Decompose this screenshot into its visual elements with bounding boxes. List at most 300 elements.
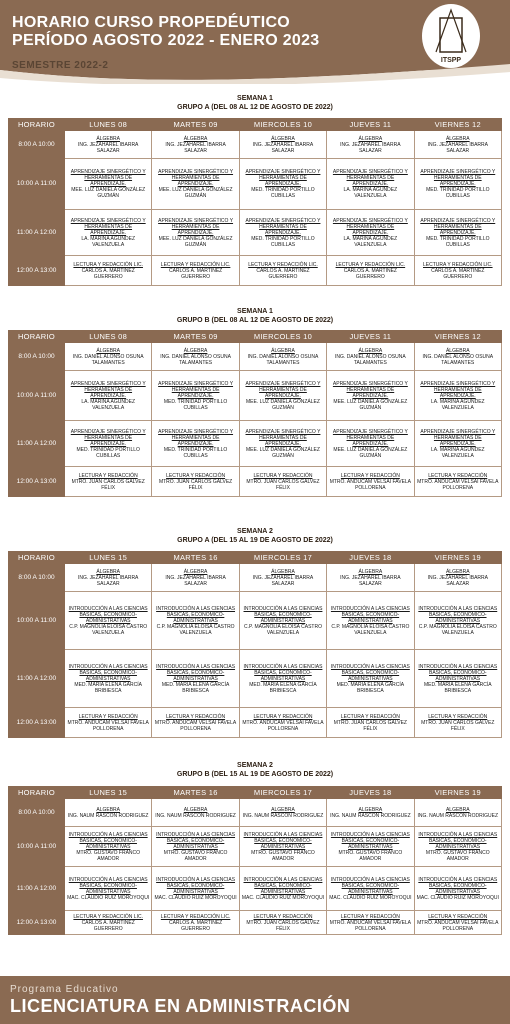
teacher-name: MTRO. JUAN CARLOS GÁLVEZ FÉLIX bbox=[421, 719, 495, 732]
teacher-name: LA. MARINA AGÚNDEZ VALENZUELA bbox=[430, 446, 485, 459]
column-header-day: LUNES 15 bbox=[65, 787, 152, 799]
teacher-name: MEE. LUZ DANIELA GONZÁLEZ GUZMÁN bbox=[158, 187, 233, 199]
subject-name: APRENDIZAJE SINERGÉTICO Y HERRAMIENTAS DE APRENDIZAJE. bbox=[332, 380, 408, 399]
teacher-name: MTRO. JUAN CARLOS GÁLVEZ FÉLIX bbox=[71, 478, 145, 491]
subject-name: LECTURA Y REDACCIÓN bbox=[166, 472, 226, 479]
teacher-name: LA. MARINA AGÚNDEZ VALENZUELA bbox=[81, 398, 135, 411]
column-header-day: JUEVES 18 bbox=[327, 552, 414, 564]
teacher-name: ING. JEZAHAREL IBARRA SALAZAR bbox=[340, 574, 401, 587]
class-cell bbox=[152, 256, 239, 286]
teacher-name: C.P. MAGNOLIA ELOISA CASTRO VALENZUELA bbox=[69, 623, 148, 636]
column-header-day: MARTES 16 bbox=[152, 787, 239, 799]
subject-name: LECTURA Y REDACCIÓN LIC. bbox=[73, 261, 143, 268]
footer-banner bbox=[0, 976, 510, 1024]
time-slot: 8:00 A 10:00 bbox=[9, 564, 65, 592]
teacher-name: ING. JEZAHAREL IBARRA SALAZAR bbox=[340, 141, 401, 154]
table-row bbox=[9, 911, 502, 935]
class-cell bbox=[239, 343, 326, 371]
class-cell bbox=[414, 564, 501, 592]
time-slot: 11:00 A 12:00 bbox=[9, 210, 65, 256]
class-cell bbox=[65, 159, 152, 210]
subject-name: LECTURA Y REDACCIÓN bbox=[78, 472, 138, 479]
teacher-name: ING. JEZAHAREL IBARRA SALAZAR bbox=[78, 574, 139, 587]
teacher-name: ING. JEZAHAREL IBARRA SALAZAR bbox=[252, 141, 314, 154]
class-cell bbox=[327, 592, 414, 650]
column-header-day: MARTES 16 bbox=[152, 552, 239, 564]
teacher-name: LA. MARINA AGÚNDEZ VALENZUELA bbox=[430, 398, 485, 411]
subject-name: APRENDIZAJE SINERGÉTICO Y HERRAMIENTAS DE APRENDIZAJE. bbox=[420, 380, 496, 399]
subject-name: APRENDIZAJE SINERGÉTICO Y HERRAMIENTAS DE APRENDIZAJE. bbox=[158, 428, 234, 447]
time-slot: 12:00 A 13:00 bbox=[9, 708, 65, 738]
subject-name: LECTURA Y REDACCIÓN bbox=[340, 713, 400, 720]
time-slot: 8:00 A 10:00 bbox=[9, 799, 65, 827]
class-cell bbox=[239, 592, 326, 650]
class-cell bbox=[152, 131, 239, 159]
class-cell bbox=[239, 911, 326, 935]
table-row bbox=[9, 564, 502, 592]
class-cell bbox=[65, 371, 152, 421]
teacher-name: C.P. MAGNOLIA ELOISA CASTRO VALENZUELA bbox=[418, 623, 497, 636]
teacher-name: MTRO. JUAN CARLOS GÁLVEZ FÉLIX bbox=[333, 719, 407, 732]
teacher-name: LA. MARINA AGÚNDEZ VALENZUELA bbox=[343, 187, 398, 199]
teacher-name: CARLOS A. MARTÍNEZ GUERRERO bbox=[168, 267, 223, 280]
class-cell bbox=[152, 911, 239, 935]
class-cell bbox=[327, 159, 414, 210]
time-slot: 12:00 A 13:00 bbox=[9, 911, 65, 935]
subject-name: APRENDIZAJE SINERGÉTICO Y HERRAMIENTAS DE APRENDIZAJE. bbox=[245, 217, 321, 236]
subject-name: INTRODUCCIÓN A LAS CIENCIAS BÁSICAS, ECONOMICO-ADMINISTRATIVAS bbox=[68, 831, 148, 850]
subject-name: LECTURA Y REDACCIÓN LIC. bbox=[335, 261, 406, 268]
class-cell bbox=[414, 911, 501, 935]
class-cell bbox=[239, 256, 326, 286]
class-cell bbox=[239, 650, 326, 708]
teacher-name: LA. MARINA AGÚNDEZ VALENZUELA bbox=[81, 235, 135, 248]
class-cell bbox=[65, 467, 152, 497]
column-header-horario: HORARIO bbox=[9, 119, 65, 131]
subject-name: ALGEBRA bbox=[271, 806, 295, 813]
table-row bbox=[9, 592, 502, 650]
subject-name: APRENDIZAJE SINERGÉTICO Y HERRAMIENTAS DE APRENDIZAJE. bbox=[420, 217, 496, 236]
page-title: HORARIO CURSO PROPEDÉUTICO bbox=[12, 14, 291, 31]
column-header-day: MARTES 09 bbox=[152, 119, 239, 131]
section-title bbox=[0, 527, 510, 545]
teacher-name: MTRO. ANDUCAM VELSAI FAVELA POLLORENA bbox=[67, 719, 149, 732]
teacher-name: ING. JEZAHAREL IBARRA SALAZAR bbox=[165, 141, 226, 154]
class-cell bbox=[152, 343, 239, 371]
class-cell bbox=[239, 210, 326, 256]
class-cell bbox=[65, 592, 152, 650]
teacher-name: MED. MARÍA ELENA GARCÍA BRIBIESCA bbox=[161, 681, 230, 694]
teacher-name: MTRO. ANDUCAM VELSAI FAVELA POLLORENA bbox=[154, 719, 237, 732]
subject-name: LECTURA Y REDACCIÓN LIC. bbox=[248, 261, 318, 268]
teacher-name: CARLOS A. MARTÍNEZ GUERRERO bbox=[81, 919, 135, 932]
subject-name: INTRODUCCIÓN A LAS CIENCIAS BÁSICAS, ECONOMICO-ADMINISTRATIVAS bbox=[156, 605, 236, 624]
teacher-name: MED. TRINIDAD PORTILLO CUBILLAS bbox=[163, 446, 228, 459]
subject-name: LECTURA Y REDACCIÓN bbox=[428, 713, 488, 720]
class-cell bbox=[152, 467, 239, 497]
class-cell bbox=[414, 650, 501, 708]
class-cell bbox=[152, 799, 239, 827]
table-row bbox=[9, 256, 502, 286]
subject-name: INTRODUCCIÓN A LAS CIENCIAS BÁSICAS, ECONOMICO-ADMINISTRATIVAS bbox=[243, 831, 323, 850]
subject-name: APRENDIZAJE SINERGÉTICO Y HERRAMIENTAS DE APRENDIZAJE. bbox=[332, 428, 408, 447]
class-cell bbox=[327, 371, 414, 421]
subject-name: ÁLGEBRA bbox=[271, 347, 295, 354]
page-subtitle: PERÍODO AGOSTO 2022 - ENERO 2023 bbox=[12, 32, 320, 49]
teacher-name: MTRO. JUAN CARLOS GÁLVEZ FÉLIX bbox=[246, 478, 320, 491]
class-cell bbox=[327, 911, 414, 935]
table-header-row bbox=[9, 119, 502, 131]
teacher-name: MTRO. ANDUCAM VELSAI FAVELA POLLORENA bbox=[417, 478, 499, 491]
class-cell bbox=[239, 371, 326, 421]
subject-name: ALGEBRA bbox=[358, 806, 383, 813]
time-slot: 12:00 A 13:00 bbox=[9, 256, 65, 286]
teacher-name: MEE. LUZ DANIELA GONZÁLEZ GUZMÁN bbox=[158, 235, 233, 248]
subject-name: LECTURA Y REDACCIÓN bbox=[253, 472, 313, 479]
teacher-name: CARLOS A. MARTÍNEZ GUERRERO bbox=[168, 919, 223, 932]
class-cell bbox=[152, 371, 239, 421]
subject-name: ÁLGEBRA bbox=[445, 347, 470, 354]
class-cell bbox=[239, 159, 326, 210]
subject-name: APRENDIZAJE SINERGÉTICO Y HERRAMIENTAS DE APRENDIZAJE. bbox=[158, 380, 234, 399]
class-cell bbox=[414, 371, 501, 421]
class-cell bbox=[414, 131, 501, 159]
subject-name: ÁLGEBRA bbox=[358, 347, 383, 354]
teacher-name: MED. MARÍA ELENA GARCÍA BRIBIESCA bbox=[424, 681, 492, 694]
subject-name: LECTURA Y REDACCIÓN bbox=[340, 913, 400, 920]
subject-name: APRENDIZAJE SINERGÉTICO Y HERRAMIENTAS DE APRENDIZAJE. bbox=[420, 428, 496, 447]
subject-name: LECTURA Y REDACCIÓN LIC. bbox=[73, 913, 143, 920]
subject-name: INTRODUCCIÓN A LAS CIENCIAS BÁSICAS, ECONOMICO-ADMINISTRATIVAS bbox=[418, 605, 498, 624]
class-cell bbox=[152, 827, 239, 867]
subject-name: INTRODUCCIÓN A LAS CIENCIAS BÁSICAS, ECONOMICO-ADMINISTRATIVAS bbox=[243, 663, 323, 682]
class-cell bbox=[65, 131, 152, 159]
group-label: GRUPO B (DEL 08 AL 12 DE AGOSTO DE 2022) bbox=[176, 317, 334, 324]
class-cell bbox=[65, 564, 152, 592]
subject-name: APRENDIZAJE SINERGÉTICO Y HERRAMIENTAS DE APRENDIZAJE. bbox=[332, 217, 408, 236]
class-cell bbox=[65, 708, 152, 738]
schedule-table bbox=[8, 786, 502, 935]
teacher-name: MED. MARÍA ELENA GARCÍA BRIBIESCA bbox=[249, 681, 317, 694]
subject-name: INTRODUCCIÓN A LAS CIENCIAS BÁSICAS, ECONOMICO-ADMINISTRATIVAS bbox=[418, 876, 498, 895]
section-title bbox=[0, 307, 510, 325]
subject-name: INTRODUCCIÓN A LAS CIENCIAS BÁSICAS, ECONOMICO-ADMINISTRATIVAS bbox=[156, 663, 236, 682]
class-cell bbox=[65, 343, 152, 371]
subject-name: INTRODUCCIÓN A LAS CIENCIAS BÁSICAS, ECONOMICO-ADMINISTRATIVAS bbox=[330, 605, 410, 624]
table-row bbox=[9, 131, 502, 159]
class-cell bbox=[414, 467, 501, 497]
subject-name: ÁLGEBRA bbox=[183, 347, 208, 354]
time-slot: 12:00 A 13:00 bbox=[9, 467, 65, 497]
section-title bbox=[0, 761, 510, 779]
teacher-name: MTRO. GUSTAVO FRANCO AMADOR bbox=[425, 849, 490, 862]
subject-name: INTRODUCCIÓN A LAS CIENCIAS BÁSICAS, ECONOMICO-ADMINISTRATIVAS bbox=[68, 663, 148, 682]
teacher-name: CARLOS A. MARTÍNEZ GUERRERO bbox=[431, 267, 485, 280]
schedule-table bbox=[8, 330, 502, 497]
class-cell bbox=[152, 708, 239, 738]
subject-name: APRENDIZAJE SINERGÉTICO Y HERRAMIENTAS DE APRENDIZAJE. bbox=[420, 169, 496, 187]
subject-name: APRENDIZAJE SINERGÉTICO Y HERRAMIENTAS DE APRENDIZAJE. bbox=[70, 169, 146, 187]
time-slot: 8:00 A 10:00 bbox=[9, 131, 65, 159]
class-cell bbox=[414, 343, 501, 371]
program-name: LICENCIATURA EN ADMINISTRACIÓN bbox=[10, 996, 351, 1016]
column-header-day: MIERCOLES 10 bbox=[239, 119, 326, 131]
class-cell bbox=[239, 799, 326, 827]
class-cell bbox=[414, 827, 501, 867]
teacher-name: MTRO. GUSTAVO FRANCO AMADOR bbox=[338, 849, 403, 862]
class-cell bbox=[414, 210, 501, 256]
subject-name: ÁLGEBRA bbox=[271, 135, 295, 142]
teacher-name: CARLOS A. MARTÍNEZ GUERRERO bbox=[256, 267, 310, 280]
subject-name: INTRODUCCIÓN A LAS CIENCIAS BÁSICAS, ECONOMICO-ADMINISTRATIVAS bbox=[330, 876, 410, 895]
class-cell bbox=[65, 210, 152, 256]
subject-name: INTRODUCCIÓN A LAS CIENCIAS BÁSICAS, ECONOMICO-ADMINISTRATIVAS bbox=[68, 876, 148, 895]
teacher-name: MED. TRINIDAD PORTILLO CUBILLAS bbox=[426, 235, 490, 248]
class-cell bbox=[414, 799, 501, 827]
week-label: SEMANA 1 bbox=[237, 95, 273, 102]
class-cell bbox=[65, 827, 152, 867]
time-slot: 10:00 A 11:00 bbox=[9, 592, 65, 650]
subject-name: LECTURA Y REDACCIÓN bbox=[428, 913, 488, 920]
class-cell bbox=[239, 564, 326, 592]
teacher-name: C.P. MAGNOLIA ELOISA CASTRO VALENZUELA bbox=[156, 623, 235, 636]
column-header-horario: HORARIO bbox=[9, 331, 65, 343]
subject-name: INTRODUCCIÓN A LAS CIENCIAS BÁSICAS, ECONOMICO-ADMINISTRATIVAS bbox=[156, 831, 236, 850]
column-header-day: LUNES 15 bbox=[65, 552, 152, 564]
teacher-name: CARLOS A. MARTÍNEZ GUERRERO bbox=[81, 267, 135, 280]
teacher-name: ING. JEZAHAREL IBARRA SALAZAR bbox=[427, 141, 488, 154]
column-header-day: MIERCOLES 17 bbox=[239, 787, 326, 799]
teacher-name: MED. TRINIDAD PORTILLO CUBILLAS bbox=[251, 187, 315, 199]
class-cell bbox=[414, 256, 501, 286]
subject-name: INTRODUCCIÓN A LAS CIENCIAS BÁSICAS, ECONOMICO-ADMINISTRATIVAS bbox=[156, 876, 236, 895]
class-cell bbox=[414, 421, 501, 467]
column-header-day: VIERNES 19 bbox=[414, 787, 501, 799]
teacher-name: ING. DANIEL ALONSO OSUNA TALAMANTES bbox=[247, 353, 319, 366]
class-cell bbox=[239, 131, 326, 159]
class-cell bbox=[65, 256, 152, 286]
teacher-name: ING. DANIEL ALONSO OSUNA TALAMANTES bbox=[335, 353, 406, 366]
column-header-day: VIERNES 19 bbox=[414, 552, 501, 564]
teacher-name: MEE. LUZ DANIELA GONZÁLEZ GUZMÁN bbox=[333, 446, 408, 459]
class-cell bbox=[327, 421, 414, 467]
teacher-name: ING. NAUM RASCON RODRIGUEZ bbox=[67, 812, 149, 819]
subject-name: INTRODUCCIÓN A LAS CIENCIAS BÁSICAS, ECONOMICO-ADMINISTRATIVAS bbox=[330, 663, 410, 682]
group-label: GRUPO B (DEL 15 AL 19 DE AGOSTO DE 2022) bbox=[176, 771, 334, 778]
teacher-name: C.P. MAGNOLIA ELOISA CASTRO VALENZUELA bbox=[243, 623, 322, 636]
table-row bbox=[9, 708, 502, 738]
table-row bbox=[9, 210, 502, 256]
teacher-name: MEE. LUZ DANIELA GONZÁLEZ GUZMÁN bbox=[71, 187, 146, 199]
teacher-name: MAC. CLAUDIO RUIZ MOROYOQUI bbox=[241, 894, 325, 901]
subject-name: LECTURA Y REDACCIÓN bbox=[340, 472, 400, 479]
subject-name: LECTURA Y REDACCIÓN bbox=[166, 713, 226, 720]
schedule-table bbox=[8, 118, 502, 286]
subject-name: ALGEBRA bbox=[96, 806, 120, 813]
teacher-name: LA. MARINA AGÚNDEZ VALENZUELA bbox=[343, 235, 398, 248]
table-row bbox=[9, 867, 502, 911]
teacher-name: ING. JEZAHAREL IBARRA SALAZAR bbox=[252, 574, 314, 587]
class-cell bbox=[414, 159, 501, 210]
class-cell bbox=[327, 650, 414, 708]
class-cell bbox=[152, 159, 239, 210]
class-cell bbox=[152, 210, 239, 256]
class-cell bbox=[152, 592, 239, 650]
teacher-name: ING. JEZAHAREL IBARRA SALAZAR bbox=[165, 574, 226, 587]
subject-name: INTRODUCCIÓN A LAS CIENCIAS BÁSICAS, ECONOMICO-ADMINISTRATIVAS bbox=[243, 876, 323, 895]
table-header-row bbox=[9, 331, 502, 343]
subject-name: ALGEBRA bbox=[183, 806, 208, 813]
class-cell bbox=[239, 827, 326, 867]
table-row bbox=[9, 421, 502, 467]
teacher-name: MTRO. JUAN CARLOS GÁLVEZ FÉLIX bbox=[246, 919, 320, 932]
section-title bbox=[0, 94, 510, 112]
column-header-day: MIERCOLES 17 bbox=[239, 552, 326, 564]
table-row bbox=[9, 650, 502, 708]
subject-name: ÁLGEBRA bbox=[358, 135, 383, 142]
logo-icon bbox=[422, 4, 480, 68]
subject-name: ÁLGEBRA bbox=[96, 568, 120, 575]
teacher-name: MTRO. ANDUCAM VELSAI FAVELA POLLORENA bbox=[417, 919, 499, 932]
time-slot: 11:00 A 12:00 bbox=[9, 421, 65, 467]
teacher-name: MAC. CLAUDIO RUIZ MOROYOQUI bbox=[329, 894, 412, 901]
teacher-name: ING. JEZAHAREL IBARRA SALAZAR bbox=[427, 574, 488, 587]
subject-name: APRENDIZAJE SINERGÉTICO Y HERRAMIENTAS DE APRENDIZAJE. bbox=[158, 217, 234, 236]
subject-name: ÁLGEBRA bbox=[445, 135, 470, 142]
teacher-name: MAC. CLAUDIO RUIZ MOROYOQUI bbox=[67, 894, 150, 901]
time-slot: 8:00 A 10:00 bbox=[9, 343, 65, 371]
teacher-name: MAC. CLAUDIO RUIZ MOROYOQUI bbox=[154, 894, 237, 901]
teacher-name: MTRO. ANDUCAM VELSAI FAVELA POLLORENA bbox=[242, 719, 324, 732]
class-cell bbox=[327, 827, 414, 867]
time-slot: 11:00 A 12:00 bbox=[9, 650, 65, 708]
subject-name: APRENDIZAJE SINERGÉTICO Y HERRAMIENTAS DE APRENDIZAJE. bbox=[158, 169, 234, 187]
class-cell bbox=[414, 708, 501, 738]
table-row bbox=[9, 159, 502, 210]
subject-name: LECTURA Y REDACCIÓN LIC. bbox=[160, 261, 231, 268]
subject-name: LECTURA Y REDACCIÓN bbox=[78, 713, 138, 720]
teacher-name: MED. TRINIDAD PORTILLO CUBILLAS bbox=[163, 398, 228, 411]
class-cell bbox=[239, 708, 326, 738]
teacher-name: MED. TRINIDAD PORTILLO CUBILLAS bbox=[426, 187, 490, 199]
subject-name: APRENDIZAJE SINERGÉTICO Y HERRAMIENTAS DE APRENDIZAJE. bbox=[245, 428, 321, 447]
column-header-horario: HORARIO bbox=[9, 787, 65, 799]
column-header-day: JUEVES 11 bbox=[327, 331, 414, 343]
svg-text:ITSPP: ITSPP bbox=[440, 57, 462, 64]
subject-name: APRENDIZAJE SINERGÉTICO Y HERRAMIENTAS DE APRENDIZAJE. bbox=[70, 428, 146, 447]
teacher-name: MEE. LUZ DANIELA GONZÁLEZ GUZMÁN bbox=[246, 398, 320, 411]
class-cell bbox=[327, 708, 414, 738]
class-cell bbox=[65, 799, 152, 827]
class-cell bbox=[327, 343, 414, 371]
group-label: GRUPO A (DEL 08 AL 12 DE AGOSTO DE 2022) bbox=[177, 104, 333, 111]
table-row bbox=[9, 343, 502, 371]
table-row bbox=[9, 467, 502, 497]
class-cell bbox=[327, 131, 414, 159]
teacher-name: MED. MARÍA ELENA GARCÍA BRIBIESCA bbox=[74, 681, 142, 694]
table-header-row bbox=[9, 787, 502, 799]
column-header-day: JUEVES 11 bbox=[327, 119, 414, 131]
class-cell bbox=[152, 867, 239, 911]
class-cell bbox=[65, 650, 152, 708]
class-cell bbox=[327, 799, 414, 827]
table-row bbox=[9, 827, 502, 867]
teacher-name: ING. NAUM RASCON RODRIGUEZ bbox=[330, 812, 411, 819]
teacher-name: MAC. CLAUDIO RUIZ MOROYOQUI bbox=[416, 894, 499, 901]
institution-logo bbox=[422, 4, 480, 68]
teacher-name: ING. NAUM RASCON RODRIGUEZ bbox=[417, 812, 499, 819]
column-header-day: MARTES 09 bbox=[152, 331, 239, 343]
class-cell bbox=[327, 467, 414, 497]
teacher-name: MTRO. GUSTAVO FRANCO AMADOR bbox=[251, 849, 315, 862]
time-slot: 10:00 A 11:00 bbox=[9, 159, 65, 210]
subject-name: INTRODUCCIÓN A LAS CIENCIAS BÁSICAS, ECONOMICO-ADMINISTRATIVAS bbox=[418, 831, 498, 850]
table-row bbox=[9, 371, 502, 421]
class-cell bbox=[327, 564, 414, 592]
column-header-day: MIERCOLES 10 bbox=[239, 331, 326, 343]
teacher-name: MED. MARÍA ELENA GARCÍA BRIBIESCA bbox=[336, 681, 405, 694]
class-cell bbox=[152, 650, 239, 708]
class-cell bbox=[65, 421, 152, 467]
class-cell bbox=[327, 210, 414, 256]
class-cell bbox=[239, 467, 326, 497]
column-header-horario: HORARIO bbox=[9, 552, 65, 564]
column-header-day: LUNES 08 bbox=[65, 119, 152, 131]
subject-name: INTRODUCCIÓN A LAS CIENCIAS BÁSICAS, ECONOMICO-ADMINISTRATIVAS bbox=[68, 605, 148, 624]
subject-name: APRENDIZAJE SINERGÉTICO Y HERRAMIENTAS DE APRENDIZAJE. bbox=[245, 169, 321, 187]
column-header-day: VIERNES 12 bbox=[414, 331, 501, 343]
subject-name: APRENDIZAJE SINERGÉTICO Y HERRAMIENTAS DE APRENDIZAJE. bbox=[70, 217, 146, 236]
program-label: Programa Educativo bbox=[10, 984, 119, 995]
class-cell bbox=[152, 421, 239, 467]
subject-name: APRENDIZAJE SINERGÉTICO Y HERRAMIENTAS DE APRENDIZAJE. bbox=[245, 380, 321, 399]
teacher-name: ING. DANIEL ALONSO OSUNA TALAMANTES bbox=[72, 353, 144, 366]
subject-name: ÁLGEBRA bbox=[183, 568, 208, 575]
subject-name: LECTURA Y REDACCIÓN bbox=[253, 913, 313, 920]
subject-name: LECTURA Y REDACCIÓN bbox=[253, 713, 313, 720]
subject-name: ALGEBRA bbox=[445, 806, 470, 813]
teacher-name: MTRO. ANDUCAM VELSAI FAVELA POLLORENA bbox=[329, 478, 412, 491]
teacher-name: ING. DANIEL ALONSO OSUNA TALAMANTES bbox=[160, 353, 231, 366]
table-header-row bbox=[9, 552, 502, 564]
subject-name: LECTURA Y REDACCIÓN bbox=[428, 472, 488, 479]
teacher-name: C.P. MAGNOLIA ELOISA CASTRO VALENZUELA bbox=[331, 623, 410, 636]
class-cell bbox=[65, 867, 152, 911]
time-slot: 10:00 A 11:00 bbox=[9, 827, 65, 867]
subject-name: ÁLGEBRA bbox=[96, 347, 120, 354]
class-cell bbox=[239, 421, 326, 467]
week-label: SEMANA 2 bbox=[237, 528, 273, 535]
teacher-name: MEE. LUZ DANIELA GONZÁLEZ GUZMÁN bbox=[246, 446, 320, 459]
subject-name: LECTURA Y REDACCIÓN LIC. bbox=[160, 913, 231, 920]
teacher-name: MTRO. JUAN CARLOS GÁLVEZ FÉLIX bbox=[158, 478, 233, 491]
class-cell bbox=[65, 911, 152, 935]
class-cell bbox=[239, 867, 326, 911]
teacher-name: CARLOS A. MARTÍNEZ GUERRERO bbox=[343, 267, 397, 280]
group-label: GRUPO A (DEL 15 AL 19 DE AGOSTO DE 2022) bbox=[177, 537, 333, 544]
column-header-day: JUEVES 18 bbox=[327, 787, 414, 799]
class-cell bbox=[414, 592, 501, 650]
teacher-name: MTRO. GUSTAVO FRANCO AMADOR bbox=[163, 849, 228, 862]
class-cell bbox=[327, 867, 414, 911]
week-label: SEMANA 2 bbox=[237, 762, 273, 769]
column-header-day: LUNES 08 bbox=[65, 331, 152, 343]
column-header-day: VIERNES 12 bbox=[414, 119, 501, 131]
class-cell bbox=[152, 564, 239, 592]
teacher-name: MTRO. GUSTAVO FRANCO AMADOR bbox=[76, 849, 141, 862]
teacher-name: ING. JEZAHAREL IBARRA SALAZAR bbox=[78, 141, 139, 154]
teacher-name: MED. TRINIDAD PORTILLO CUBILLAS bbox=[76, 446, 140, 459]
